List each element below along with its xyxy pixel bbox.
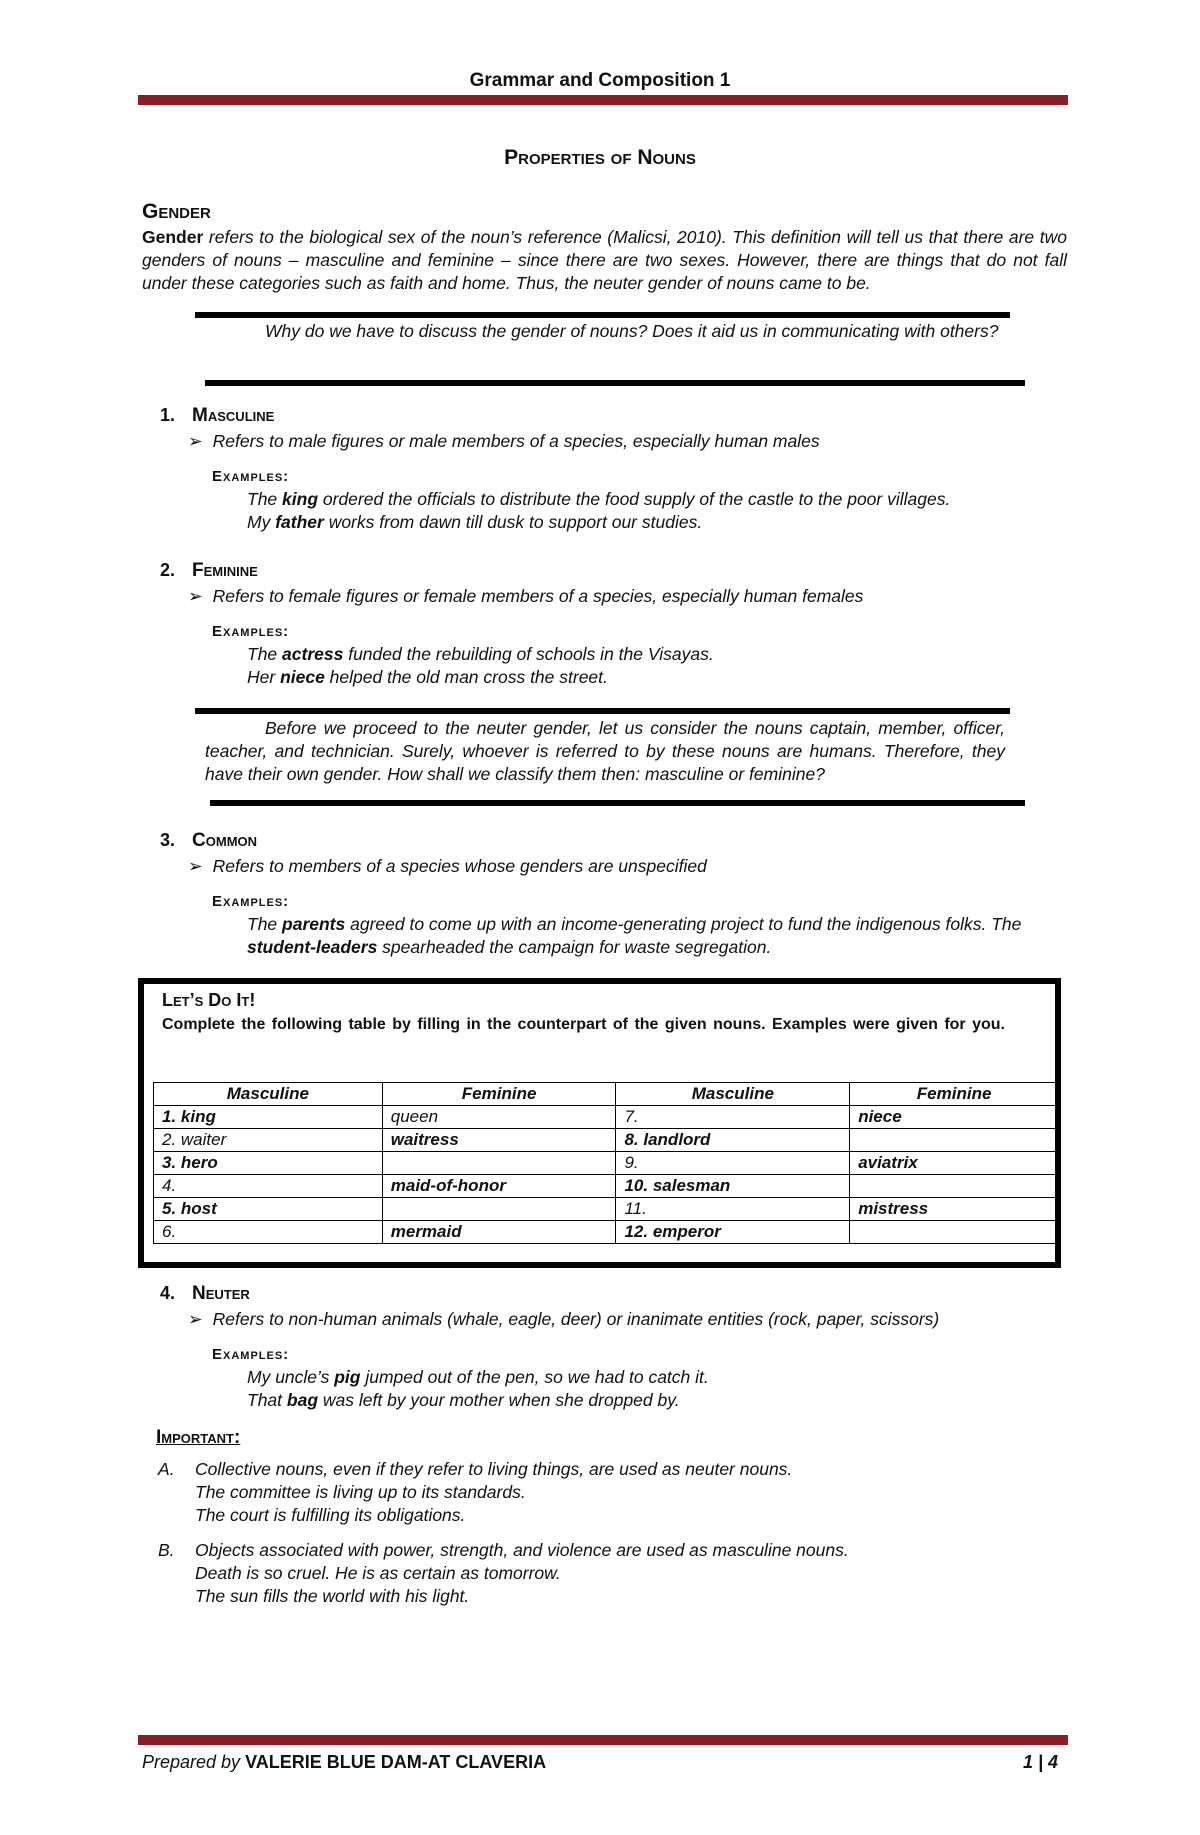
table-cell (850, 1175, 1059, 1198)
masculine-bullet (188, 431, 820, 452)
table-cell: queen (382, 1106, 616, 1129)
table-cell: 5. host (154, 1198, 383, 1221)
example-text: helped the old man cross the street. (324, 667, 608, 687)
neuter-example-2 (247, 1390, 680, 1411)
example-text: The (247, 489, 283, 509)
gender-heading: Gender (142, 200, 211, 223)
feminine-bullet (188, 586, 863, 607)
column-header: Masculine (616, 1083, 850, 1106)
table-cell (382, 1152, 616, 1175)
example-text: That (247, 1390, 287, 1410)
box1-question: Why do we have to discuss the gender of nouns? Does it aid us in communicating with others? (265, 321, 999, 341)
table-cell (850, 1221, 1059, 1244)
feminine-number: 2. (160, 560, 176, 580)
common-examples-label: Examples: (212, 893, 290, 910)
neuter-heading (160, 1283, 250, 1305)
important-b-text: Objects associated with power, strength, and violence are used as masculine nouns. (195, 1540, 849, 1560)
footer-rule (138, 1735, 1068, 1745)
table-cell (382, 1198, 616, 1221)
common-example (247, 913, 1067, 959)
important-heading: Important: (156, 1427, 241, 1448)
table-cell: 9. (616, 1152, 850, 1175)
neuter-title: Neuter (192, 1283, 250, 1304)
header-title: Grammar and Composition 1 (469, 70, 731, 91)
header-rule (138, 95, 1068, 105)
table-cell: 10. salesman (616, 1175, 850, 1198)
table-cell: 11. (616, 1198, 850, 1221)
feminine-heading (160, 560, 258, 582)
masculine-number: 1. (160, 405, 176, 425)
column-header: Feminine (850, 1083, 1059, 1106)
example-text: Her (247, 667, 281, 687)
example-noun: bag (286, 1390, 319, 1410)
important-a-example-2: The court is fulfilling its obligations. (195, 1505, 466, 1525)
example-text: The (247, 914, 283, 934)
table-cell: 2. waiter (154, 1129, 383, 1152)
box1-top-rule (195, 312, 1010, 318)
example-text: funded the rebuilding of schools in the Visayas. (343, 644, 714, 664)
lets-do-it-title: Let’s Do It! (162, 990, 256, 1010)
table-row (154, 1221, 1059, 1244)
important-b-letter: B. (158, 1540, 175, 1560)
table-cell: 1. king (154, 1106, 383, 1129)
gender-counterpart-table (153, 1082, 1059, 1244)
table-row (154, 1152, 1059, 1175)
feminine-description: Refers to female figures or female members of a species, especially human females (212, 586, 864, 606)
feminine-example-2 (247, 667, 608, 688)
example-noun: niece (280, 667, 325, 687)
table-cell: mermaid (382, 1221, 616, 1244)
table-cell: 12. emperor (616, 1221, 850, 1244)
common-bullet (188, 856, 707, 877)
arrow-bullet-icon: ➢ (188, 586, 203, 606)
table-row (154, 1106, 1059, 1129)
example-noun: pig (334, 1367, 361, 1387)
feminine-example-1 (247, 644, 714, 665)
table-cell: 6. (154, 1221, 383, 1244)
common-heading (160, 830, 257, 852)
table-cell: 8. landlord (616, 1129, 850, 1152)
example-text: ordered the officials to distribute the food supply of the castle to the poor villages. (318, 489, 951, 509)
example-noun: king (282, 489, 319, 509)
example-noun: parents (282, 914, 346, 934)
masculine-examples-label: Examples: (212, 468, 290, 485)
table-cell: 3. hero (154, 1152, 383, 1175)
example-text: The (247, 644, 283, 664)
example-text: jumped out of the pen, so we had to catch it. (360, 1367, 709, 1387)
neuter-bullet (188, 1309, 939, 1330)
example-text: was left by your mother when she dropped by. (318, 1390, 680, 1410)
table-cell (850, 1129, 1059, 1152)
box2-bottom-rule (210, 800, 1025, 806)
table-cell: 4. (154, 1175, 383, 1198)
neuter-example-1 (247, 1367, 709, 1388)
example-text: My uncle’s (247, 1367, 335, 1387)
prepared-by-label: Prepared by (142, 1752, 241, 1772)
neuter-examples-label: Examples: (212, 1346, 290, 1363)
table-cell: niece (850, 1106, 1059, 1129)
table-cell: aviatrix (850, 1152, 1059, 1175)
author-name: VALERIE BLUE DAM-AT CLAVERIA (245, 1752, 547, 1772)
neuter-number: 4. (160, 1283, 176, 1303)
masculine-example-1 (247, 489, 950, 510)
neuter-description: Refers to non-human animals (whale, eagle, deer) or inanimate entities (rock, paper, scissors) (212, 1309, 940, 1329)
table-cell: waitress (382, 1129, 616, 1152)
example-noun: father (275, 512, 324, 532)
gender-definition-text: refers to the biological sex of the noun’s reference (Malicsi, 2010). This definition will tell us that there are two genders of nouns – masculine and feminine – since there are two sexes. However, there are things that do not fall under these categories such as faith and home. Thus, the neuter gender of nouns came to be. (142, 227, 1067, 293)
example-text: works from dawn till dusk to support our studies. (323, 512, 703, 532)
masculine-example-2 (247, 512, 702, 533)
column-header: Feminine (382, 1083, 616, 1106)
arrow-bullet-icon: ➢ (188, 856, 203, 876)
arrow-bullet-icon: ➢ (188, 1309, 203, 1329)
masculine-description: Refers to male figures or male members of a species, especially human males (212, 431, 820, 451)
table-cell: 7. (616, 1106, 850, 1129)
feminine-title: Feminine (192, 560, 258, 581)
lets-do-it-instruction: Complete the following table by filling in the counterpart of the given nouns. Examples were given for you. (162, 1016, 1005, 1033)
page-number: 1 | 4 (1022, 1752, 1058, 1772)
feminine-examples-label: Examples: (212, 623, 290, 640)
example-text: spearheaded the campaign for waste segregation. (377, 937, 772, 957)
important-b-example-1: Death is so cruel. He is as certain as tomorrow. (195, 1563, 561, 1583)
important-b-example-2: The sun fills the world with his light. (195, 1586, 470, 1606)
common-title: Common (192, 830, 258, 851)
arrow-bullet-icon: ➢ (188, 431, 203, 451)
table-row (154, 1198, 1059, 1221)
important-a-text: Collective nouns, even if they refer to living things, are used as neuter nouns. (195, 1459, 793, 1479)
table-cell: mistress (850, 1198, 1059, 1221)
table-cell: maid-of-honor (382, 1175, 616, 1198)
masculine-title: Masculine (192, 405, 275, 426)
column-header: Masculine (154, 1083, 383, 1106)
box1-bottom-rule (205, 380, 1025, 386)
example-text: My (247, 512, 276, 532)
example-noun: student-leaders (247, 937, 378, 957)
important-a-example-1: The committee is living up to its standards. (195, 1482, 526, 1502)
box2-text: Before we proceed to the neuter gender, let us consider the nouns captain, member, officer, teacher, and technician. Surely, whoever is referred to by these nouns are humans. Therefore, they have their own gender. How shall we classify them then: masculine or feminine? (205, 718, 1005, 784)
table-row (154, 1129, 1059, 1152)
table-header-row (154, 1083, 1059, 1106)
gender-definition (142, 226, 1067, 295)
table-row (154, 1175, 1059, 1198)
document-title: Properties of Nouns (504, 146, 696, 169)
lets-do-it-box (138, 978, 1061, 1268)
footer-author (142, 1752, 546, 1773)
gender-term: Gender (142, 227, 204, 247)
box2-top-rule (195, 708, 1010, 714)
common-number: 3. (160, 830, 176, 850)
example-text: agreed to come up with an income-generating project to fund the indigenous folks. The (345, 914, 1022, 934)
common-description: Refers to members of a species whose genders are unspecified (212, 856, 707, 876)
important-a-letter: A. (158, 1459, 175, 1479)
masculine-heading (160, 405, 274, 427)
example-noun: actress (282, 644, 344, 664)
